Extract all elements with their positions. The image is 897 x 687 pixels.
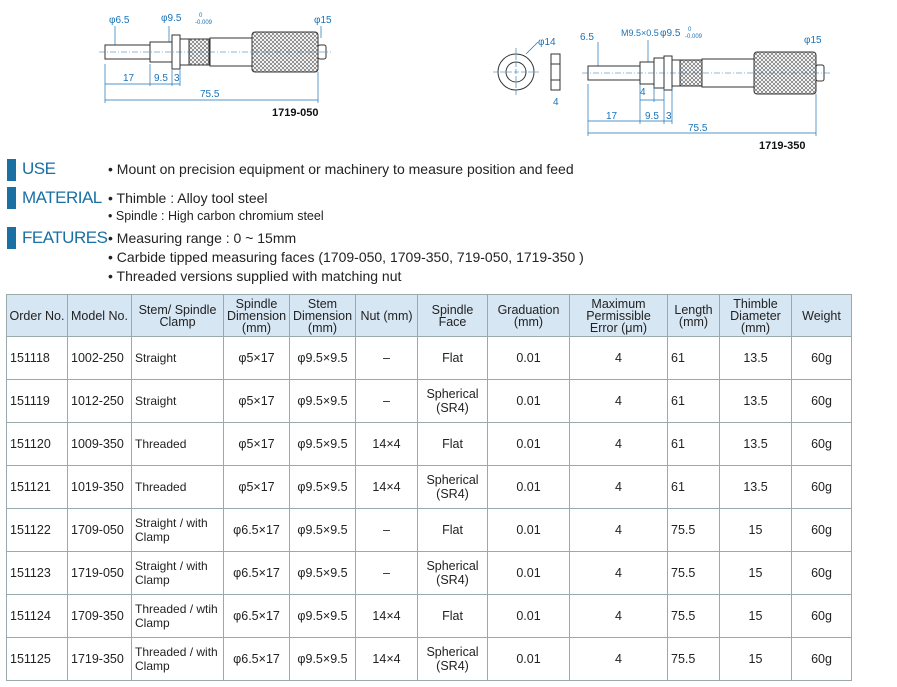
table-cell: φ5×17 — [224, 423, 290, 466]
dim-l3: 3 — [174, 73, 180, 84]
table-cell: Straight / with Clamp — [132, 509, 224, 552]
dim-l4a: 4 — [553, 97, 559, 108]
col-header: Length (mm) — [668, 295, 720, 337]
section-heading-material: MATERIAL — [22, 188, 102, 207]
dim-tol0: 0 — [199, 13, 203, 19]
table-cell: φ6.5×17 — [224, 595, 290, 638]
section-bar — [7, 159, 16, 181]
table-cell: 0.01 — [488, 509, 570, 552]
table-cell: Threaded — [132, 466, 224, 509]
section-heading-features: FEATURES — [22, 228, 108, 247]
table-cell: 1719-350 — [68, 638, 132, 681]
table-cell: 0.01 — [488, 552, 570, 595]
dim-d15: φ15 — [314, 15, 332, 26]
dim-l755: 75.5 — [200, 89, 220, 100]
table-cell: Straight / with Clamp — [132, 552, 224, 595]
table-cell: φ9.5×9.5 — [290, 638, 356, 681]
dim-65: 6.5 — [580, 32, 594, 43]
table-cell: 1709-350 — [68, 595, 132, 638]
material-item: • Thimble : Alloy tool steel — [108, 190, 268, 206]
table-cell: 0.01 — [488, 337, 570, 380]
table-cell: Flat — [418, 423, 488, 466]
table-cell: 75.5 — [668, 638, 720, 681]
table-cell: 1012-250 — [68, 380, 132, 423]
table-cell: φ6.5×17 — [224, 638, 290, 681]
table-cell: 60g — [792, 466, 852, 509]
table-cell: 60g — [792, 337, 852, 380]
table-cell: 60g — [792, 595, 852, 638]
table-cell: φ5×17 — [224, 337, 290, 380]
table-cell: 15 — [720, 638, 792, 681]
table-cell: φ9.5×9.5 — [290, 595, 356, 638]
features-item: • Carbide tipped measuring faces (1709-050, 1709-350, 719-050, 1719-350 ) — [108, 249, 584, 265]
dim-d65: φ6.5 — [109, 15, 130, 26]
table-cell: Flat — [418, 337, 488, 380]
dim-tol: -0.009 — [195, 20, 213, 26]
table-cell: 1719-050 — [68, 552, 132, 595]
table-row — [7, 595, 852, 638]
table-cell: 60g — [792, 380, 852, 423]
dim-tol0: 0 — [688, 27, 692, 33]
table-cell: φ5×17 — [224, 466, 290, 509]
table-cell: 151124 — [7, 595, 68, 638]
table-cell: 13.5 — [720, 423, 792, 466]
model-label-left: 1719-050 — [272, 107, 319, 119]
table-cell: φ9.5×9.5 — [290, 337, 356, 380]
dim-d15: φ15 — [804, 35, 822, 46]
table-cell: – — [356, 509, 418, 552]
col-header: Weight — [792, 295, 852, 337]
table-cell: 151122 — [7, 509, 68, 552]
table-cell: Spherical (SR4) — [418, 466, 488, 509]
table-cell: Straight — [132, 337, 224, 380]
table-cell: 61 — [668, 380, 720, 423]
table-cell: 13.5 — [720, 337, 792, 380]
table-row — [7, 638, 852, 681]
table-cell: – — [356, 337, 418, 380]
col-header: Order No. — [7, 295, 68, 337]
section-bar — [7, 227, 16, 249]
col-header: Thimble Diameter (mm) — [720, 295, 792, 337]
table-cell: 0.01 — [488, 466, 570, 509]
section-heading-use: USE — [22, 159, 56, 178]
table-cell: φ6.5×17 — [224, 509, 290, 552]
table-cell: 14×4 — [356, 638, 418, 681]
col-header: Graduation (mm) — [488, 295, 570, 337]
spec-table — [6, 294, 852, 681]
col-header: Stem/ Spindle Clamp — [132, 295, 224, 337]
table-cell: 61 — [668, 423, 720, 466]
table-cell: 0.01 — [488, 638, 570, 681]
table-cell: 15 — [720, 595, 792, 638]
drawing-1719-050 — [95, 8, 340, 108]
table-cell: 4 — [570, 638, 668, 681]
table-cell: 1709-050 — [68, 509, 132, 552]
table-cell: 60g — [792, 552, 852, 595]
table-cell: Threaded — [132, 423, 224, 466]
col-header: Spindle Dimension (mm) — [224, 295, 290, 337]
table-cell: Flat — [418, 509, 488, 552]
table-cell: 4 — [570, 380, 668, 423]
table-header-row — [7, 295, 852, 337]
table-cell: 75.5 — [668, 595, 720, 638]
table-cell: 15 — [720, 509, 792, 552]
table-cell: 151121 — [7, 466, 68, 509]
dim-l755: 75.5 — [688, 123, 708, 134]
table-cell: 151125 — [7, 638, 68, 681]
table-cell: Spherical (SR4) — [418, 380, 488, 423]
table-cell: 75.5 — [668, 552, 720, 595]
features-item: • Measuring range : 0 ~ 15mm — [108, 230, 297, 246]
table-cell: 0.01 — [488, 380, 570, 423]
dim-l95: 9.5 — [645, 111, 659, 122]
table-cell: 4 — [570, 466, 668, 509]
table-cell: Threaded / wtih Clamp — [132, 595, 224, 638]
table-cell: 13.5 — [720, 380, 792, 423]
dim-l95: 9.5 — [154, 73, 168, 84]
dim-d95: φ9.5 — [660, 28, 681, 39]
table-cell: 151119 — [7, 380, 68, 423]
dim-l17: 17 — [606, 111, 618, 122]
table-cell: 75.5 — [668, 509, 720, 552]
dim-l17: 17 — [123, 73, 135, 84]
use-item: • Mount on precision equipment or machinery to measure position and feed — [108, 161, 574, 177]
table-cell: 60g — [792, 638, 852, 681]
table-cell: 60g — [792, 509, 852, 552]
table-cell: 151123 — [7, 552, 68, 595]
col-header: Nut (mm) — [356, 295, 418, 337]
material-item: • Spindle : High carbon chromium steel — [108, 209, 324, 223]
table-cell: 14×4 — [356, 595, 418, 638]
features-item: • Threaded versions supplied with matching nut — [108, 268, 402, 284]
table-row — [7, 423, 852, 466]
section-bar — [7, 187, 16, 209]
table-cell: 4 — [570, 552, 668, 595]
table-cell: – — [356, 380, 418, 423]
table-cell: φ9.5×9.5 — [290, 380, 356, 423]
table-row — [7, 466, 852, 509]
dim-thread: M9.5×0.5 — [621, 28, 659, 38]
col-header: Stem Dimension (mm) — [290, 295, 356, 337]
table-row — [7, 509, 852, 552]
table-cell: 61 — [668, 337, 720, 380]
table-cell: 4 — [570, 423, 668, 466]
table-cell: 4 — [570, 595, 668, 638]
table-cell: 13.5 — [720, 466, 792, 509]
table-cell: 151118 — [7, 337, 68, 380]
table-cell: 60g — [792, 423, 852, 466]
dim-d95: φ9.5 — [161, 13, 182, 24]
table-cell: 1002-250 — [68, 337, 132, 380]
table-cell: Spherical (SR4) — [418, 638, 488, 681]
table-cell: φ9.5×9.5 — [290, 423, 356, 466]
table-cell: Flat — [418, 595, 488, 638]
table-cell: Spherical (SR4) — [418, 552, 488, 595]
table-cell: 0.01 — [488, 423, 570, 466]
table-cell: 151120 — [7, 423, 68, 466]
table-row — [7, 337, 852, 380]
dim-d14: φ14 — [538, 37, 556, 48]
table-cell: φ5×17 — [224, 380, 290, 423]
dim-l4b: 4 — [640, 87, 646, 98]
table-cell: 4 — [570, 509, 668, 552]
table-cell: – — [356, 552, 418, 595]
model-label-right: 1719-350 — [759, 140, 806, 152]
table-cell: Threaded / with Clamp — [132, 638, 224, 681]
table-cell: 0.01 — [488, 595, 570, 638]
table-cell: 1019-350 — [68, 466, 132, 509]
table-cell: 1009-350 — [68, 423, 132, 466]
col-header: Maximum Permissible Error (μm) — [570, 295, 668, 337]
table-cell: Straight — [132, 380, 224, 423]
table-cell: 14×4 — [356, 423, 418, 466]
dim-tol: -0.009 — [685, 34, 703, 40]
table-cell: 15 — [720, 552, 792, 595]
dim-l3: 3 — [666, 111, 672, 122]
table-cell: φ6.5×17 — [224, 552, 290, 595]
col-header: Spindle Face — [418, 295, 488, 337]
table-row — [7, 380, 852, 423]
table-row — [7, 552, 852, 595]
col-header: Model No. — [68, 295, 132, 337]
table-cell: φ9.5×9.5 — [290, 552, 356, 595]
table-cell: 4 — [570, 337, 668, 380]
table-cell: φ9.5×9.5 — [290, 466, 356, 509]
drawing-1719-350 — [488, 22, 833, 142]
table-cell: 14×4 — [356, 466, 418, 509]
table-cell: 61 — [668, 466, 720, 509]
table-cell: φ9.5×9.5 — [290, 509, 356, 552]
